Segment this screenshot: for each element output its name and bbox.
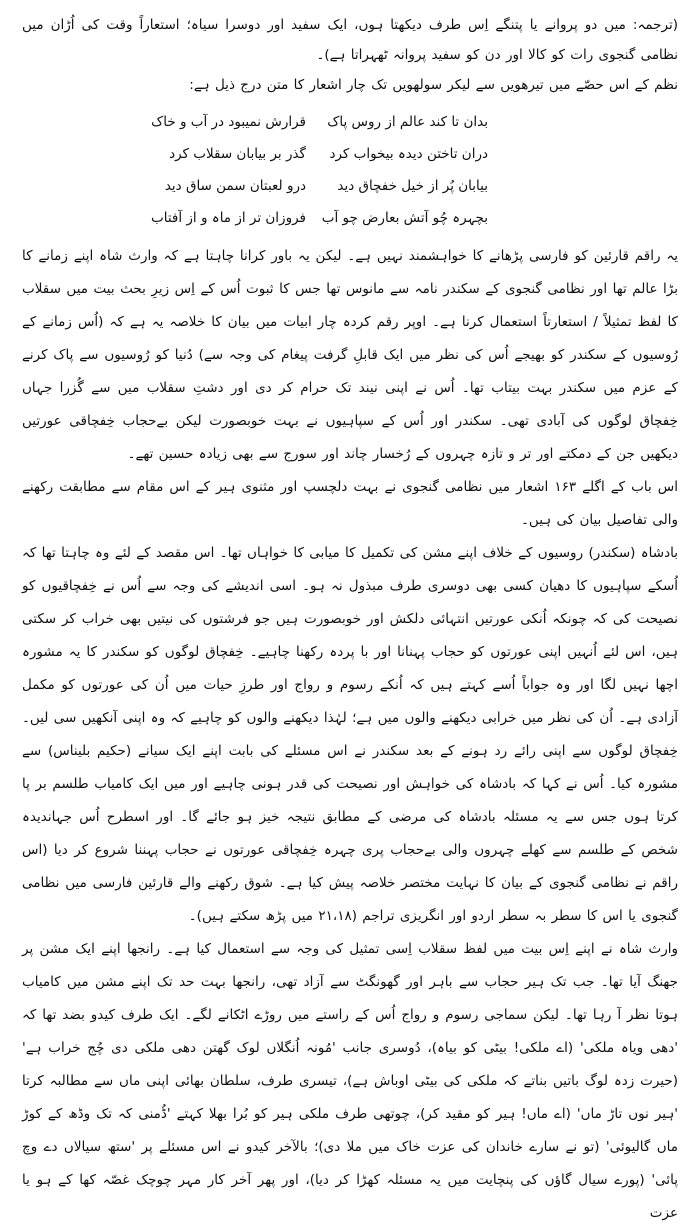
translation-note: (ترجمہ: میں دو پروانے یا پتنگے اِس طرف دیکھتا ہوں، ایک سفید اور دوسرا سیاہ؛ استعاراً وقت کی اُڑان میں نظامی گنجوی رات کو کالا اور دن کو سفید پروانہ ٹھہراتا ہے)۔ — [22, 17, 678, 63]
body-paragraph: بادشاہ (سکندر) روسیوں کے خلاف اپنے مشن کی تکمیل کا میابی کا خواہاں تھا۔ اس مقصد کے لئے وہ چاہتا تھا کہ اُسکے سپاہیوں کا دھیان کسی بھی دوسری طرف مبذول نہ ہو۔ اسی اندیشے کی وجہ سے اُس نے خِفچاقیوں کو نصیحت کی کہ چونکہ اُنکی عورتیں انتہائی دلکش اور خوبصورت ہیں جو فرشتوں کی نیتیں بھی خراب کر سکتی ہیں، اس لئے اُنہیں اپنی عورتوں کو حجاب پہنانا اور با پردہ رکھنا چاہیے۔ خِفچاق لوگوں کو سکندر کا یہ مشورہ اچھا نہیں لگا اور وہ جواباً اُسے کہتے ہیں کہ اُنکے رسوم و رواج اور طرزِ حیات میں اُن کی عورتوں کو مکمل آزادی ہے۔ اُن کی نظر میں خرابی دیکھنے والوں میں ہے؛ لہٰذا دیکھنے والوں کو چاہیے کہ وہ اپنی آنکھیں سی لیں۔ خِفچاق لوگوں سے اپنی رائے رد ہونے کے بعد سکندر نے اس مسئلے کی بابت اپنے ایک سیانے (حکیم بلیناس) سے مشورہ کیا۔ اُس نے کہا کہ بادشاہ کی خواہش اور نصیحت کی قدر ہونی چاہیے اور میں ایک کامیاب طلسم بر پا کرتا ہوں جس سے یہ مسئلہ بادشاہ کی مرضی کے مطابق نتیجہ خیز ہو جائے گا۔ اور اسطرح اُس جہاندیدہ شخص کے طلسم سے کھلے چہروں والی بےحجاب پری چہرہ خِفچاقی عورتوں نے حجاب پہننا شروع کر دیا (اس راقم نے نظامی گنجوی کے بیان کا نہایت مختصر خلاصہ پیش کیا ہے۔ شوق رکھنے والے قارئین فارسی میں نظامی گنجوی یا اس کا سطر بہ سطر اردو اور انگریزی تراجم (۲۱،۱۸ میں پڑھ سکتے ہیں)۔ — [22, 545, 678, 924]
verse-row — [22, 170, 488, 202]
body-paragraph: وارث شاہ نے اپنے اِس بیت میں لفظ سقلاب اِسی تمثیل کی وجہ سے استعمال کیا ہے۔ رانجھا اپنے ایک مشن پر جھنگ آیا تھا۔ جب تک ہیر حجاب سے باہر اور گھونگٹ سے آزاد تھی، رانجھا بہت حد تک اپنے مشن میں کامیاب ہوتا نظر آ رہا تھا۔ لیکن سماجی رسوم و رواج اُس کے راستے میں روڑے اٹکانے لگے۔ ایک طرف کیدو بضد تھا کہ 'دھی ویاہ ملکی' (اے ملکی! بیٹی کو بیاہ)، دُوسری جانب 'مُونہ اُنگلاں لوک گھتن دھی ملکی دی چُج خراب ہے' (حیرت زدہ لوگ باتیں بناتے کہ ملکی کی بیٹی اوباش ہے)، تیسری طرف، سلطان بھائی اپنی ماں سے مطالبہ کرتا 'ہیر نوں تاڑ ماں' (اے ماں! ہیر کو مقید کر)، چوتھی طرف ملکی ہیر کو بُرا بھلا کہتے 'ڈُمنی کہ تک وڈھ کے کوڑ ماں گالیوئی' (تو نے سارے خاندان کی عزت خاک میں ملا دی)؛ بالآخر کیدو نے اس مسئلے پر 'ستھ سیالاں دے وچ پائی' (پورے سیال گاؤں کی پنچایت میں یہ مسئلہ کھڑا کر دیا)، اور پھر آخر کار مہر چوچک غصّہ کھا کے ہو یا عزت — [22, 941, 678, 1221]
verse-second-hemistich: گذر بر بیابان سقلاب کرد — [169, 146, 306, 162]
verse-second-hemistich: درو لعبتان سمن ساق دید — [164, 178, 306, 194]
verse-first-hemistich: بیابان پُر از خیل خفچاق دید — [337, 178, 488, 194]
verse-second-hemistich: فروزان تر از ماہ و از آفتاب — [151, 210, 306, 226]
verse-row — [22, 106, 488, 138]
verse-first-hemistich: بچہرہ چُو آتش بعارض چو آب — [321, 210, 488, 226]
body-paragraph: اس باب کے اگلے ۱۶۳ اشعار میں نظامی گنجوی نے بہت دلچسپ اور مثنوی ہیر کے اس مقام سے مطابقت رکھنے والی تفاصیل بیان کی ہیں۔ — [22, 479, 678, 528]
verse-row — [22, 138, 488, 170]
intro-line: نظم کے اس حصّے میں تیرھویں سے لیکر سولھویں تک چار اشعار کا متن درج ذیل ہے: — [189, 77, 678, 93]
verse-second-hemistich: قرارش نمیبود در آب و خاک — [151, 114, 306, 130]
verse-first-hemistich: دران تاختن دیدہ بیخواب کرد — [329, 146, 488, 162]
verse-row — [22, 202, 488, 234]
body-paragraph: یہ راقم قارئین کو فارسی پڑھانے کا خواہشمند نہیں ہے۔ لیکن یہ باور کرانا چاہتا ہے کہ وارث شاہ اپنے زمانے کا بڑا عالم تھا اور نظامی گنجوی کے سکندر نامہ سے مانوس تھا جس کا ثبوت اُس کے اِس زیرِ بحث بیت میں سقلاب کا لفظ تمثیلاً / استعارتاً استعمال کرنا ہے۔ اوپر رقم کردہ چار ابیات میں بیان کا خلاصہ یہ ہے کہ (اُس زمانے کے رُوسیوں کے سکندر کو بھیجے اُس کی نظر میں ایک قابلِ گرفت پیغام کی وجہ سے) دُنیا کو رُوسیوں سے پاک کرنے کے عزم میں سکندر بہت بیتاب تھا۔ اُس نے اپنی نیند تک حرام کر دی اور دشتِ سقلاب میں سے گُزرا جہاں خِفچاق لوگوں کی آبادی تھی۔ سکندر اور اُس کے سپاہیوں نے بہت خوبصورت لیکن بےحجاب خِفچاقی عورتیں دیکھیں جن کے دمکتے اور تر و تازہ چہروں کے رُخسار چاند اور سورج سے بھی زیادہ حسین تھے۔ — [22, 248, 678, 462]
verse-block — [22, 106, 678, 234]
verse-first-hemistich: بدان تا کند عالم از روس پاک — [327, 114, 488, 130]
